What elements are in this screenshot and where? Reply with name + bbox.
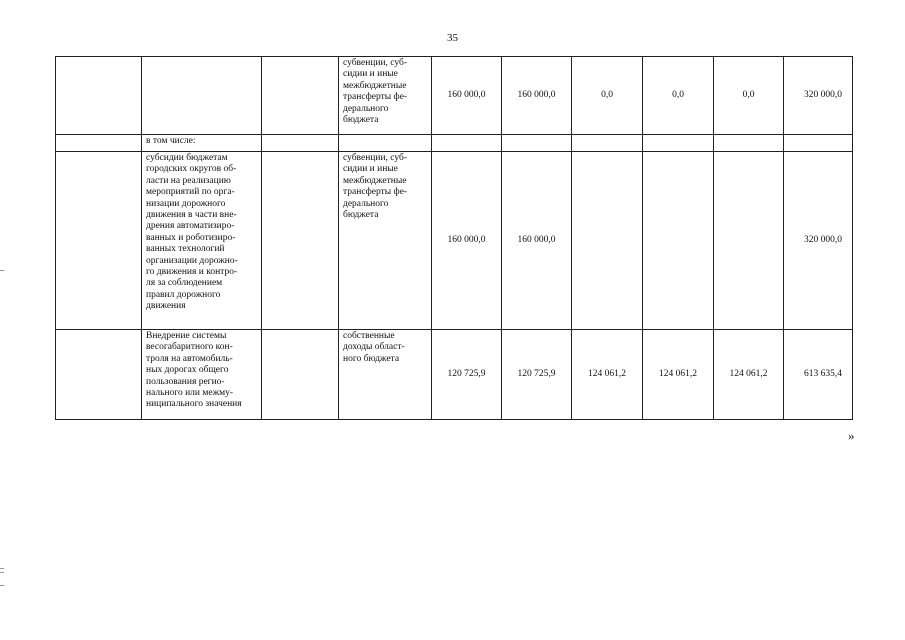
closing-quote: »	[848, 428, 855, 443]
value-cell	[572, 135, 643, 152]
empty-cell	[262, 330, 339, 420]
value-cell	[432, 135, 502, 152]
empty-cell	[56, 135, 142, 152]
funding-source-cell	[339, 135, 432, 152]
value-cell: 0,0	[572, 57, 643, 135]
empty-cell	[262, 152, 339, 330]
value-cell	[714, 135, 784, 152]
table-row	[56, 57, 853, 135]
value-cell	[502, 135, 572, 152]
value-cell: 0,0	[714, 57, 784, 135]
measure-name-cell: в том числе:	[142, 135, 262, 152]
empty-cell	[56, 57, 142, 135]
total-cell: 320 000,0	[784, 152, 853, 330]
empty-cell	[262, 135, 339, 152]
measure-name-cell	[142, 57, 262, 135]
margin-mark	[0, 585, 4, 586]
empty-cell	[56, 330, 142, 420]
value-cell: 160 000,0	[432, 57, 502, 135]
table-row	[56, 330, 853, 420]
value-cell: 0,0	[643, 57, 714, 135]
value-cell: 120 725,9	[502, 330, 572, 420]
value-cell	[714, 152, 784, 330]
measure-name-cell: Внедрение системы весогабаритного кон- троля на автомобиль- ных дорогах общего пользования регио- нального или межму- ниципального значения	[142, 330, 262, 420]
empty-cell	[56, 152, 142, 330]
value-cell: 160 000,0	[432, 152, 502, 330]
total-cell: 320 000,0	[784, 57, 853, 135]
measure-name-cell: субсидии бюджетам городских округов об- ласти на реализацию мероприятий по орга- низации дорожного движения в части вне- дрения автоматизиро- ванных и роботизиро- ванных технологий организации дорожно- го движения и контро- ля за соблюдением правил дорожного движения	[142, 152, 262, 330]
value-cell: 160 000,0	[502, 57, 572, 135]
margin-mark	[0, 270, 4, 271]
funding-source-cell: субвенции, суб- сидии и иные межбюджетные трансферты фе- дерального бюджета	[339, 57, 432, 135]
value-cell: 124 061,2	[643, 330, 714, 420]
funding-source-cell: субвенции, суб- сидии и иные межбюджетные трансферты фе- дерального бюджета	[339, 152, 432, 330]
margin-mark	[0, 568, 4, 569]
funding-source-cell: собственные доходы област- ного бюджета	[339, 330, 432, 420]
value-cell: 124 061,2	[714, 330, 784, 420]
value-cell	[643, 152, 714, 330]
value-cell: 120 725,9	[432, 330, 502, 420]
value-cell: 124 061,2	[572, 330, 643, 420]
value-cell: 160 000,0	[502, 152, 572, 330]
table-row	[56, 152, 853, 330]
margin-mark	[0, 572, 4, 573]
page-number: 35	[447, 32, 458, 44]
table-row	[56, 135, 853, 152]
total-cell: 613 635,4	[784, 330, 853, 420]
empty-cell	[262, 57, 339, 135]
value-cell	[643, 135, 714, 152]
budget-table	[55, 56, 853, 420]
value-cell	[572, 152, 643, 330]
total-cell	[784, 135, 853, 152]
